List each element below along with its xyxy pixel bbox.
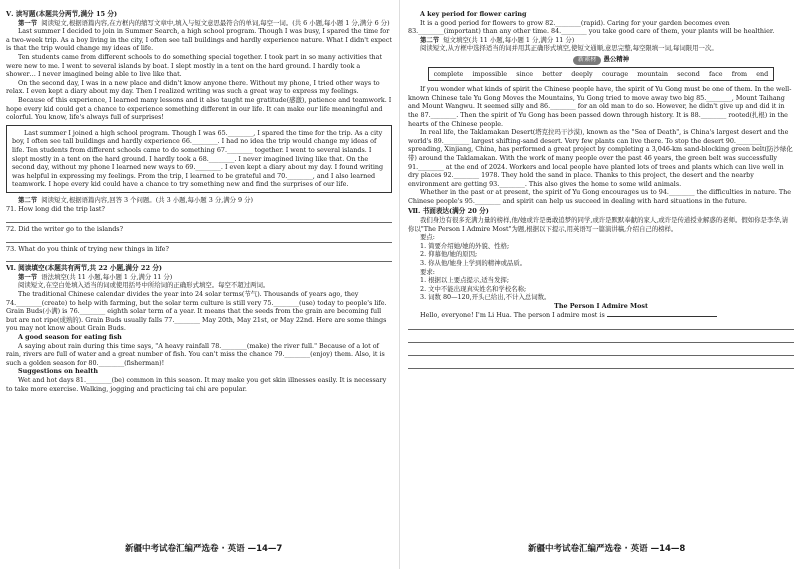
answer-line-71[interactable] [6, 214, 392, 223]
section-5-title: Ⅴ. 读写题(本题共分两节,满分 15 分) [6, 10, 118, 18]
word-bank-item: better [542, 69, 563, 78]
summary-box [6, 125, 392, 193]
essay-start-blank[interactable] [607, 316, 717, 317]
word-bank-item: from [731, 69, 748, 78]
passage-paragraph: Because of this experience, I learned many lessons and it also taught me gratitude(感激), patience and teamwork. I hope every kid could get a chance to experience something different in our life. It can make our life meaningful and colorful. You know, life's always full of surprises! [6, 95, 392, 122]
word-bank-item: impossible [472, 69, 508, 78]
requirement-item: 2. 文中不能出现真实姓名和学校名称; [420, 284, 527, 293]
essay-title: The Person I Admire Most [554, 302, 648, 310]
part2-instructions: 短文填空(共 11 小题,每小题 1 分,满分 11 分) [443, 35, 575, 44]
cloze-paragraph: In real life, the Taklamakan Desert(塔克拉玛干沙漠), known as the "Sea of Death", is China's largest desert and the world's 89.________ largest shifting-sand desert. Very few plants can live there. To stop the desert 90.________ spreading, Xinjiang, China, has performed a great project by completing a 3,046-km sand-blocking green belt(防沙绿化带) around the Taklamakan. With the work of many people over the past 46 years, the green belt was successfully 91.________ at the end of 2024. Workers and local people have planted lots of trees and plants which can live well in dry places 92.________ 1978. They hold the sand in place. Thanks to this project, the desert and the nearby environment are getting 93.________. This also gives the home to some wild animals. [408, 128, 793, 188]
new-material-badge: 新素材 [573, 56, 602, 65]
requirement-item: 1. 根据以上要点提示,适当发挥; [420, 276, 510, 285]
word-bank-item: courage [601, 69, 629, 78]
word-bank-item: end [756, 69, 769, 78]
grammar-paragraph: A saying about rain during this time says, "A heavy rainfall 78.________(make) the river full." Because of a lot of rain, rivers are full of water and a great number of fish. You can't miss the chance 79.________(enjoy) them. Also, it is such a golden season for 80.________(fisherman)! [6, 341, 385, 367]
word-bank-item: since [516, 69, 534, 78]
s6-part1-instructions-2: 阅读短文,在空白处填入适当的词或使用括号中所给词的正确形式填空。每空不超过两词。 [18, 281, 270, 290]
topic-tag: 愚公精神 [603, 54, 630, 63]
section-6-title: Ⅵ. 阅读填空(本题共有两节,共 22 小题,满分 22 分) [6, 264, 163, 273]
requirement-item: 3. 词数 80—120,开头已给出,不计入总词数。 [420, 293, 551, 302]
question-71: 71. How long did the trip last? [6, 205, 105, 214]
essay-start: Hello, everyone! I'm Li Hua. The person I admire most is [420, 310, 605, 319]
writing-line[interactable] [408, 358, 794, 369]
part2-instructions: 阅读短文,根据语篇内容,回答 3 个问题。(共 3 小题,每小题 3 分,满分 9 分) [41, 195, 254, 204]
writing-line[interactable] [408, 319, 794, 330]
point-item: 1. 简要介绍她/她的外貌、性格; [420, 241, 510, 250]
right-page [408, 10, 794, 371]
writing-line[interactable] [408, 332, 794, 343]
section-7-title: Ⅶ. 书面表达(满分 20 分) [408, 207, 489, 216]
answer-line-72[interactable] [6, 234, 392, 243]
passage-paragraph: Last summer I decided to join in Summer Search, a high school program. Though I was busy, I spared the time for a two-week trip. As a boy living in the city, I often see tall buildings and hardly experience nature. What I didn't expect is that the trip would change my ideas of life. [6, 27, 392, 53]
summary-text: Last summer I joined a high school program. Though I was 65.________, I spared the time for the trip. As a city boy, I often see tall buildings and hardly experience 66.________. I had no idea the trip would change my ideas of life. Ten students from different schools came to do something 67.________ together. I went to several islands. I slept mostly in a tent on the hard ground. I hardly took a 68.________. I never imagined living like that. On the second day, without my phone I learned new ways to 69.________. I even kept a diary about my day. I found writing was helpful in expressing my feelings. From the trip, I learned to be grateful and 70.________, and I also learned teamwork. I hope every kid could have a chance to try something new and find the surprises of our life. [12, 128, 384, 189]
point-item: 2. 仰慕他/她的原因; [420, 250, 478, 259]
grammar-paragraph: Wet and hot days 81.________(be) common in this season. It may make you get skin illnesses easily. It is necessary to take more exercise. Walking, jogging and practicing tai chi are popular. [6, 375, 387, 393]
footer-right: 新疆中考试卷汇编严选卷 · 英语 —14—8 [528, 544, 686, 554]
word-bank-item: face [709, 69, 723, 78]
word-bank-item: deeply [571, 69, 593, 78]
footer-left: 新疆中考试卷汇编严选卷 · 英语 —14—7 [125, 544, 283, 554]
cloze-paragraph: If you wonder what kinds of spirit the Chinese people have, the spirit of Yu Gong must be one of them. In the well-known Chinese tale Yu Gong Moves the Mountains, Yu Gong tried to move away two big 85.________, Mount Taihang and Mount Wangwu. It seemed silly and 86.________ for an old man to do so. However, he didn't give up and did it in the 87.________. Then the spirit of Yu Gong has been passed down through history. It is 88.________ rooted(扎根) in the hearts of the Chinese people. [408, 85, 792, 128]
point-item: 3. 你从他/她身上学到的精神或品质。 [420, 259, 527, 268]
writing-line[interactable] [408, 345, 794, 356]
part2-label: 第二节 [18, 195, 38, 204]
word-bank [428, 67, 774, 82]
word-bank-item: complete [433, 69, 464, 78]
part1-label: 第一节 [18, 18, 38, 27]
part1-instructions: 阅读短文,根据语篇内容,在方框内的缩写文章中,填入与短文意思最符合的单词,每空一词。(共 6 小题,每小题 1 分,满分 6 分) [41, 18, 390, 27]
requirements-label: 要求: [420, 267, 435, 276]
word-bank-item: second [677, 69, 700, 78]
points-label: 要点: [420, 233, 435, 242]
s6-part1-label: 第一节 [18, 272, 38, 281]
page-divider [399, 0, 400, 569]
part2-label: 第二节 [420, 35, 440, 44]
grammar-subheading: A good season for eating fish [18, 333, 122, 341]
answer-line-73[interactable] [6, 253, 392, 262]
part2-instructions-2: 阅读短文,从方框中选择适当的词并用其正确形式填空,使短文通顺,意思完整,每空限填一词,每词限用一次。 [420, 44, 718, 53]
passage-paragraph: Ten students came from different schools to do something special together. I took part in so many activities that were new to me. I went to several islands by boat. I slept mostly in a tent on the hard ground. I hardly took a shower… I never imagined being able to live like that. [6, 52, 383, 79]
passage-paragraph: On the second day, I was in a new place and didn't know anyone there. Without my phone, I tried other ways to relax. I even kept a diary about my day. Then I realized writing was such a great way to express my feelings. [6, 78, 380, 96]
writing-prompt: 我们身边有很多充满力量的榜样,他/她或许是勇敢追梦的同学,或许是默默奉献的家人,或许是传道授业解惑的老师。假如你是李华,请你以"The Person I Admire Most"为题,根据以下提示,用英语写一篇演讲稿,介绍自己的榜样。 [408, 216, 789, 233]
question-73: 73. What do you think of trying new things in life? [6, 244, 169, 253]
grammar-subheading: Suggestions on health [18, 367, 98, 376]
s6-part1-instructions: 语法填空(共 11 小题,每小题 1 分,满分 11 分) [41, 272, 173, 281]
question-72: 72. Did the writer go to the islands? [6, 225, 123, 234]
grammar-paragraph: The traditional Chinese calendar divides the year into 24 solar terms(节气). Thousands of years ago, they 74.________(create) to help with farming, but the solar term culture is still very 75.________(use) today to people's life. Grain Buds(小满) is 76.________ eighth solar term of a year. It means that the seeds from the grain are becoming full but are not ripe(成熟的). Grain Buds usually falls 77.________ May 20th, May 21st, or May 22nd. Here are some things you may not know about Grain Buds. [6, 290, 387, 333]
left-page [6, 10, 392, 393]
grammar-paragraph: It is a good period for flowers to grow 82.________(rapid). Caring for your garden becomes even 83.________(important) than any other time. 84.________ you take good care of them, your plants will be healthier. [408, 18, 775, 36]
grammar-subheading: A key period for flower caring [420, 10, 527, 18]
word-bank-item: mountain [637, 69, 668, 78]
cloze-paragraph: Whether in the past or at present, the spirit of Yu Gong encourages us to 94.________ the difficulties in nature. The Chinese people's 95.________ and spirit can help us succeed in dealing with hard situations in the future. [408, 188, 792, 205]
